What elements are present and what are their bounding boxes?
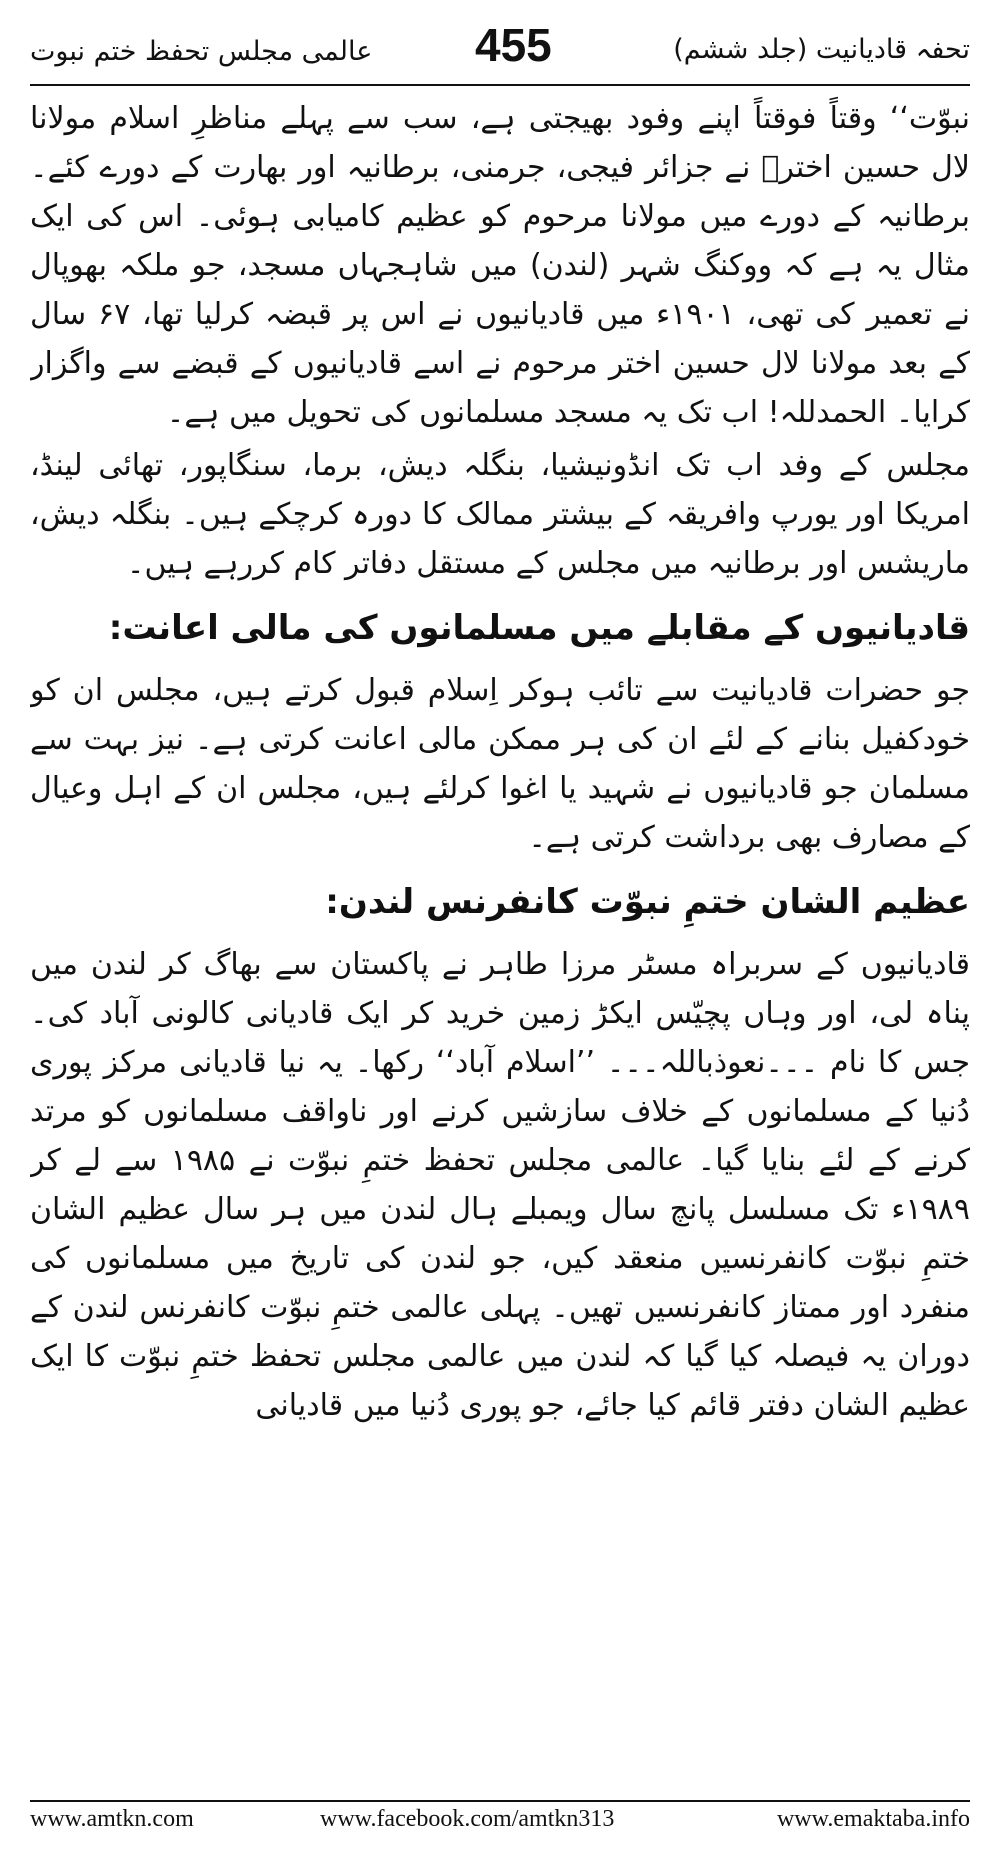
paragraph: جو حضرات قادیانیت سے تائب ہوکر اِسلام قبول کرتے ہیں، مجلس ان کو خودکفیل بنانے کے لئے ان کی ہر ممکن مالی اعانت کرتی ہے۔ نیز بہت سے مسلمان جو قادیانیوں نے شہید یا اغوا کرلئے ہیں، مجلس ان کے اہل وعیال کے مصارف بھی برداشت کرتی ہے۔ xyxy=(30,673,970,855)
header-publisher: عالمی مجلس تحفظ ختم نبوت xyxy=(30,36,373,67)
section-heading: عظیم الشان ختمِ نبوّت کانفرنس لندن: xyxy=(325,882,970,922)
header-book-title: تحفہ قادیانیت (جلد ششم) xyxy=(673,34,970,65)
paragraph: مجلس کے وفد اب تک انڈونیشیا، بنگلہ دیش، برما، سنگاپور، تھائی لینڈ، امریکا اور یورپ وافریقہ کے بیشتر ممالک کا دورہ کرچکے ہیں۔ بنگلہ دیش، ماریشس اور برطانیہ میں مجلس کے مستقل دفاتر کام کررہے ہیں۔ xyxy=(30,448,970,581)
footer-link-emaktaba[interactable]: www.emaktaba.info xyxy=(776,1806,970,1832)
page-header xyxy=(30,18,970,78)
footer-link-facebook[interactable]: www.facebook.com/amtkn313 xyxy=(320,1806,615,1832)
header-divider xyxy=(30,84,970,86)
footer-divider xyxy=(30,1800,970,1802)
page-body xyxy=(30,94,970,1784)
section-heading: قادیانیوں کے مقابلے میں مسلمانوں کی مالی اعانت: xyxy=(108,608,970,648)
page-number: 455 xyxy=(475,19,552,71)
footer-link-amtkn[interactable]: www.amtkn.com xyxy=(30,1806,194,1832)
paragraph: نبوّت‘‘ وقتاً فوقتاً اپنے وفود بھیجتی ہے، سب سے پہلے مناظرِ اسلام مولانا لال حسین اخترؒ نے جزائر فیجی، جرمنی، برطانیہ اور بھارت کے دورے کئے۔ برطانیہ کے دورے میں مولانا مرحوم کو عظیم کامیابی ہوئی۔ اس کی ایک مثال یہ ہے کہ ووکنگ شہر (لندن) میں شاہجہاں مسجد، جو ملکہ بھوپال نے تعمیر کی تھی، ۱۹۰۱ء میں قادیانیوں نے اس پر قبضہ کرلیا تھا، ۶۷ سال کے بعد مولانا لال حسین اختر مرحوم نے اسے قادیانیوں کے قبضے سے واگزار کرایا۔ الحمدللہ! اب تک یہ مسجد مسلمانوں کی تحویل میں ہے۔ xyxy=(30,101,970,430)
paragraph: قادیانیوں کے سربراہ مسٹر مرزا طاہر نے پاکستان سے بھاگ کر لندن میں پناہ لی، اور وہاں پچیّس ایکڑ زمین خرید کر ایک قادیانی کالونی آباد کی۔ جس کا نام ۔۔۔نعوذباللہ۔۔۔ ’’اسلام آباد‘‘ رکھا۔ یہ نیا قادیانی مرکز پوری دُنیا کے مسلمانوں کے خلاف سازشیں کرنے اور ناواقف مسلمانوں کو مرتد کرنے کے لئے بنایا گیا۔ عالمی مجلس تحفظ ختمِ نبوّت نے ۱۹۸۵ سے لے کر ۱۹۸۹ء تک مسلسل پانچ سال ویمبلے ہال لندن میں ہر سال عظیم الشان ختمِ نبوّت کانفرنسیں منعقد کیں، جو لندن کی تاریخ میں مسلمانوں کی منفرد اور ممتاز کانفرنسیں تھیں۔ پہلی عالمی ختمِ نبوّت کانفرنس لندن کے دوران یہ فیصلہ کیا گیا کہ لندن میں عالمی مجلس تحفظ ختمِ نبوّت کا ایک عظیم الشان دفتر قائم کیا جائے، جو پوری دُنیا میں قادیانی xyxy=(30,947,970,1423)
page-footer xyxy=(30,1806,970,1840)
